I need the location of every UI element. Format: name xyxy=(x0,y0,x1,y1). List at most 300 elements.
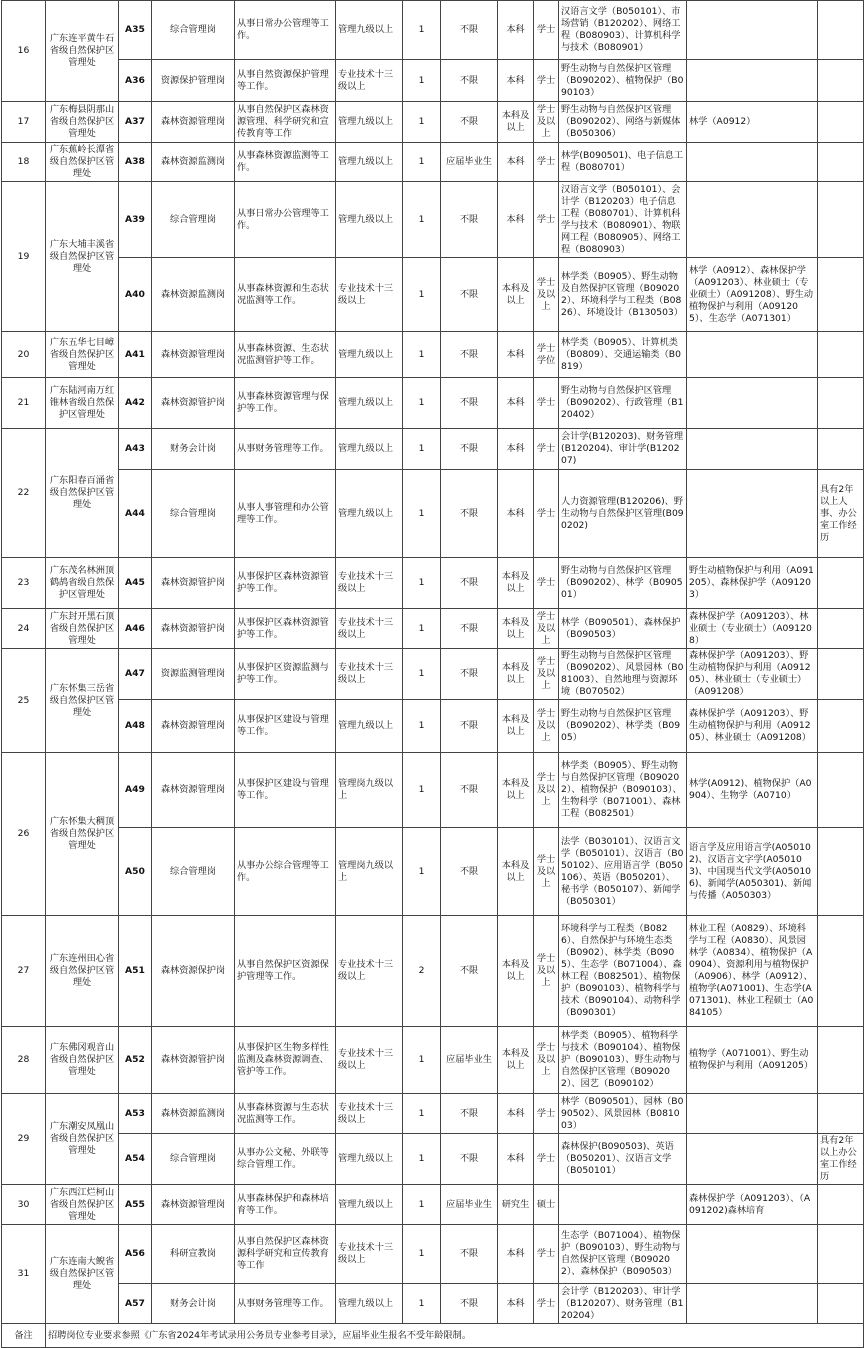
major-undergrad: 会计学（B120203）、审计学（B120207）、财务管理（B120204） xyxy=(559,1284,687,1324)
major-undergrad: 野生动物与自然保护区管理（B090202）、植物保护（B090103） xyxy=(559,60,687,102)
unit-number: 16 xyxy=(2,1,46,102)
post-level: 管理九级以上 xyxy=(336,1284,403,1324)
post-code: A55 xyxy=(119,1185,152,1225)
major-postgrad xyxy=(687,1,818,60)
post-code: A46 xyxy=(119,609,152,649)
age-requirement: 不限 xyxy=(441,182,498,258)
post-code: A49 xyxy=(119,753,152,828)
hire-count: 1 xyxy=(403,1284,441,1324)
post-name: 森林资源管理岗 xyxy=(152,700,235,753)
unit-name: 广东潮安凤凰山省级自然保护区管理处 xyxy=(46,1094,119,1185)
post-level: 管理九级以上 xyxy=(336,332,403,378)
post-name: 综合管理岗 xyxy=(152,470,235,558)
hire-count: 1 xyxy=(403,143,441,182)
hire-count: 1 xyxy=(403,1134,441,1185)
post-code: A41 xyxy=(119,332,152,378)
other-requirement xyxy=(818,753,864,828)
footer-label: 备注 xyxy=(2,1324,46,1348)
other-requirement xyxy=(818,332,864,378)
post-code: A50 xyxy=(119,828,152,916)
major-postgrad xyxy=(687,1094,818,1134)
post-name: 综合管理岗 xyxy=(152,1,235,60)
other-requirement xyxy=(818,700,864,753)
post-duty: 从事森林资源管理与保护等工作。 xyxy=(235,378,336,429)
unit-name: 广东大埔丰溪省级自然保护区管理处 xyxy=(46,182,119,332)
unit-name: 广东连平黄牛石省级自然保护区管理处 xyxy=(46,1,119,102)
post-code: A51 xyxy=(119,916,152,1027)
unit-name: 广东佛冈观音山省级自然保护区管理处 xyxy=(46,1027,119,1094)
degree: 学士 xyxy=(534,558,559,609)
degree: 学士 xyxy=(534,1,559,60)
hire-count: 1 xyxy=(403,609,441,649)
education: 本科及以上 xyxy=(498,558,534,609)
table-row xyxy=(2,470,864,558)
unit-name: 广东陆河南万红锥林省级自然保护区管理处 xyxy=(46,378,119,429)
hire-count: 1 xyxy=(403,1185,441,1225)
table-row xyxy=(2,1284,864,1324)
degree: 学士 xyxy=(534,1225,559,1284)
post-name: 资源监测管理岗 xyxy=(152,649,235,700)
degree: 学士 xyxy=(534,1284,559,1324)
age-requirement: 应届毕业生 xyxy=(441,1185,498,1225)
major-undergrad: 野生动物与自然保护区管理（B090202）、行政管理（B120402） xyxy=(559,378,687,429)
hire-count: 1 xyxy=(403,1094,441,1134)
table-row xyxy=(2,332,864,378)
post-name: 森林资源监测岗 xyxy=(152,1094,235,1134)
table-row xyxy=(2,143,864,182)
unit-name: 广东连州田心省级自然保护区管理处 xyxy=(46,916,119,1027)
major-undergrad: 林学（B090501）、园林（B090502）、风景园林（B081003） xyxy=(559,1094,687,1134)
other-requirement xyxy=(818,916,864,1027)
post-name: 综合管理岗 xyxy=(152,1134,235,1185)
post-name: 森林资源管护岗 xyxy=(152,558,235,609)
post-duty: 从事日常办公管理等工作。 xyxy=(235,182,336,258)
unit-name: 广东茂名林洲顶鹤鸪省级自然保护区管理处 xyxy=(46,558,119,609)
major-postgrad xyxy=(687,1225,818,1284)
post-duty: 从事森林资源监测等工作。 xyxy=(235,143,336,182)
education: 本科 xyxy=(498,182,534,258)
table-row xyxy=(2,60,864,102)
post-level: 管理九级以上 xyxy=(336,700,403,753)
unit-number: 26 xyxy=(2,753,46,916)
age-requirement: 不限 xyxy=(441,1284,498,1324)
degree: 学士及以上 xyxy=(534,700,559,753)
hire-count: 1 xyxy=(403,332,441,378)
degree: 学士及以上 xyxy=(534,258,559,332)
post-duty: 从事人事管理和办公管理等工作。 xyxy=(235,470,336,558)
degree: 硕士 xyxy=(534,1185,559,1225)
post-name: 森林资源管理岗 xyxy=(152,753,235,828)
degree: 学士及以上 xyxy=(534,916,559,1027)
other-requirement xyxy=(818,258,864,332)
post-name: 财务会计岗 xyxy=(152,1284,235,1324)
degree: 学士及以上 xyxy=(534,753,559,828)
major-postgrad: 森林保护学（A091203）、野生动植物保护与利用（A091205）、林业硕士（A091208） xyxy=(687,700,818,753)
post-level: 管理九级以上 xyxy=(336,1134,403,1185)
table-row xyxy=(2,258,864,332)
other-requirement xyxy=(818,143,864,182)
age-requirement: 应届毕业生 xyxy=(441,1027,498,1094)
major-undergrad: 林学（B090501）、森林保护（B090503） xyxy=(559,609,687,649)
table-row xyxy=(2,609,864,649)
post-level: 管理九级以上 xyxy=(336,429,403,470)
post-name: 综合管理岗 xyxy=(152,182,235,258)
table-row xyxy=(2,916,864,1027)
post-level: 专业技术十三级以上 xyxy=(336,1027,403,1094)
other-requirement xyxy=(818,1225,864,1284)
post-code: A39 xyxy=(119,182,152,258)
post-name: 森林资源管护岗 xyxy=(152,378,235,429)
unit-name: 广东连南大鲵省级自然保护区管理处 xyxy=(46,1225,119,1324)
post-name: 森林资源管护岗 xyxy=(152,609,235,649)
other-requirement xyxy=(818,102,864,143)
post-duty: 从事森林资源与生态状况监测等工作。 xyxy=(235,1094,336,1134)
post-duty: 从事财务管理等工作。 xyxy=(235,429,336,470)
table-row xyxy=(2,649,864,700)
major-postgrad: 林学（A0912） xyxy=(687,102,818,143)
post-level: 管理九级以上 xyxy=(336,182,403,258)
post-level: 专业技术十三级以上 xyxy=(336,1225,403,1284)
major-undergrad: 汉语言文学（B050101）、市场营销（B120202）、网络工程（B080903）、计算机科学与技术（B080901） xyxy=(559,1,687,60)
post-code: A48 xyxy=(119,700,152,753)
post-level: 管理九级以上 xyxy=(336,143,403,182)
age-requirement: 不限 xyxy=(441,470,498,558)
unit-number: 30 xyxy=(2,1185,46,1225)
table-row xyxy=(2,1,864,60)
post-name: 资源保护管理岗 xyxy=(152,60,235,102)
unit-number: 27 xyxy=(2,916,46,1027)
hire-count: 2 xyxy=(403,916,441,1027)
age-requirement: 不限 xyxy=(441,332,498,378)
post-name: 森林资源管护岗 xyxy=(152,1027,235,1094)
other-requirement: 具有2年以上办公室工作经历 xyxy=(818,1134,864,1185)
other-requirement xyxy=(818,1027,864,1094)
education: 本科及以上 xyxy=(498,753,534,828)
hire-count: 1 xyxy=(403,1027,441,1094)
degree: 学士及以上 xyxy=(534,649,559,700)
post-duty: 从事日常办公管理等工作。 xyxy=(235,1,336,60)
post-level: 管理九级以上 xyxy=(336,378,403,429)
major-undergrad: 法学（B030101）、汉语言文学（B050101）、汉语言（B050102）、应用语言学（B050106）、英语（B050201）、秘书学（B050107）、新闻学（B050301） xyxy=(559,828,687,916)
major-undergrad: 野生动物与自然保护区管理（B090202）、风景园林（B081003）、自然地理与资源环境（B070502） xyxy=(559,649,687,700)
major-undergrad: 汉语言文学（B050101）、会计学（B120203）电子信息工程（B080701）、计算机科学与技术（B080901）、物联网工程（B080905）、网络工程（B080903） xyxy=(559,182,687,258)
major-undergrad: 会计学(B120203)、财务管理(B120204)、审计学(B120207) xyxy=(559,429,687,470)
unit-name: 广东怀集大稠顶省级自然保护区管理处 xyxy=(46,753,119,916)
major-undergrad: 野生动物与自然保护区管理（B090202）、林学类（B0905） xyxy=(559,700,687,753)
unit-name: 广东阳春百涌省级自然保护区管理处 xyxy=(46,429,119,558)
education: 本科 xyxy=(498,1284,534,1324)
degree: 学士 xyxy=(534,182,559,258)
unit-number: 17 xyxy=(2,102,46,143)
education: 本科及以上 xyxy=(498,258,534,332)
degree: 学士 xyxy=(534,60,559,102)
unit-number: 28 xyxy=(2,1027,46,1094)
major-postgrad: 森林保护学（A091203）、（A091202)森林培育 xyxy=(687,1185,818,1225)
post-level: 专业技术十三级以上 xyxy=(336,558,403,609)
hire-count: 1 xyxy=(403,558,441,609)
footer-row xyxy=(2,1324,864,1348)
degree: 学士及以上 xyxy=(534,102,559,143)
post-code: A56 xyxy=(119,1225,152,1284)
post-level: 专业技术十三级以上 xyxy=(336,609,403,649)
post-duty: 从事保护区建设与管理等工作。 xyxy=(235,753,336,828)
hire-count: 1 xyxy=(403,429,441,470)
unit-number: 25 xyxy=(2,649,46,753)
post-level: 管理岗九级以上 xyxy=(336,753,403,828)
age-requirement: 不限 xyxy=(441,1094,498,1134)
major-postgrad: 植物学（A071001）、野生动植物保护与利用（A091205） xyxy=(687,1027,818,1094)
table-row xyxy=(2,1185,864,1225)
major-postgrad xyxy=(687,143,818,182)
age-requirement: 不限 xyxy=(441,102,498,143)
education: 本科 xyxy=(498,378,534,429)
age-requirement: 不限 xyxy=(441,258,498,332)
hire-count: 1 xyxy=(403,700,441,753)
post-duty: 从事自然保护区资源保护管理等工作。 xyxy=(235,916,336,1027)
major-postgrad: 森林保护学（A091203）、林业硕士（专业硕士）（A091208） xyxy=(687,609,818,649)
age-requirement: 不限 xyxy=(441,609,498,649)
post-code: A44 xyxy=(119,470,152,558)
table-row xyxy=(2,828,864,916)
other-requirement xyxy=(818,1094,864,1134)
major-postgrad xyxy=(687,470,818,558)
post-level: 专业技术十三级以上 xyxy=(336,60,403,102)
degree: 学士及以上 xyxy=(534,1027,559,1094)
education: 研究生 xyxy=(498,1185,534,1225)
other-requirement xyxy=(818,1,864,60)
unit-number: 21 xyxy=(2,378,46,429)
other-requirement xyxy=(818,828,864,916)
major-undergrad: 林学类（B0905）、野生动物与自然保护区管理（B090202）、植物保护（B090103）、生物科学（B071001）、森林工程（B082501） xyxy=(559,753,687,828)
education: 本科及以上 xyxy=(498,609,534,649)
post-name: 森林资源管理岗 xyxy=(152,102,235,143)
other-requirement xyxy=(818,378,864,429)
unit-number: 29 xyxy=(2,1094,46,1185)
post-duty: 从事自然保护区森林资源科学研究和宣传教育等工作 xyxy=(235,1225,336,1284)
degree: 学士 xyxy=(534,1094,559,1134)
hire-count: 1 xyxy=(403,1225,441,1284)
major-undergrad: 森林保护(B090503)、英语（B050201）、汉语言文学（B050101） xyxy=(559,1134,687,1185)
post-level: 管理九级以上 xyxy=(336,1185,403,1225)
post-code: A35 xyxy=(119,1,152,60)
degree: 学士及以上 xyxy=(534,828,559,916)
table-row xyxy=(2,558,864,609)
hire-count: 1 xyxy=(403,649,441,700)
education: 本科及以上 xyxy=(498,700,534,753)
post-level: 管理九级以上 xyxy=(336,1,403,60)
major-undergrad: 林学类（B0905）、植物科学与技术（B090104）、植物保护（B090103）、野生动物与自然保护区管理（B090202）、园艺（B090102） xyxy=(559,1027,687,1094)
major-postgrad: 语言学及应用语言学(A050102)、汉语言文字学(A050103)、中国现当代文学(A050106)、新闻学(A050301)、新闻与传播（A050303） xyxy=(687,828,818,916)
major-undergrad xyxy=(559,1185,687,1225)
major-postgrad xyxy=(687,332,818,378)
post-name: 综合管理岗 xyxy=(152,828,235,916)
unit-number: 18 xyxy=(2,143,46,182)
post-duty: 从事财务管理等工作。 xyxy=(235,1284,336,1324)
education: 本科 xyxy=(498,1094,534,1134)
education: 本科 xyxy=(498,1225,534,1284)
other-requirement xyxy=(818,429,864,470)
major-postgrad xyxy=(687,429,818,470)
age-requirement: 不限 xyxy=(441,558,498,609)
hire-count: 1 xyxy=(403,378,441,429)
post-level: 管理九级以上 xyxy=(336,102,403,143)
post-code: A52 xyxy=(119,1027,152,1094)
hire-count: 1 xyxy=(403,182,441,258)
post-code: A45 xyxy=(119,558,152,609)
education: 本科 xyxy=(498,1134,534,1185)
table-row xyxy=(2,700,864,753)
unit-number: 19 xyxy=(2,182,46,332)
education: 本科及以上 xyxy=(498,649,534,700)
education: 本科 xyxy=(498,60,534,102)
major-postgrad: 森林保护学（A091203）、野生动植物保护与利用（A091205）、林业硕士（专业硕士）（A091208） xyxy=(687,649,818,700)
age-requirement: 不限 xyxy=(441,700,498,753)
degree: 学士及以上 xyxy=(534,609,559,649)
unit-number: 20 xyxy=(2,332,46,378)
unit-name: 广东西江烂柯山省级自然保护区管理处 xyxy=(46,1185,119,1225)
post-name: 森林资源监测岗 xyxy=(152,143,235,182)
age-requirement: 不限 xyxy=(441,649,498,700)
major-undergrad: 生态学（B071004）、植物保护（B090103）、野生动物与自然保护区管理（B090202）、森林保护（B090503） xyxy=(559,1225,687,1284)
education: 本科 xyxy=(498,429,534,470)
table-row xyxy=(2,102,864,143)
table-row xyxy=(2,182,864,258)
education: 本科及以上 xyxy=(498,102,534,143)
post-level: 管理岗九级以上 xyxy=(336,828,403,916)
major-undergrad: 林学(B090501)、电子信息工程（B080701） xyxy=(559,143,687,182)
unit-name: 广东怀集三岳省级自然保护区管理处 xyxy=(46,649,119,753)
post-duty: 从事保护区生物多样性监测及森林资源调查、管护等工作。 xyxy=(235,1027,336,1094)
education: 本科 xyxy=(498,470,534,558)
major-postgrad: 林学（A0912）、森林保护学（A091203）、林业硕士（专业硕士）（A091208）、野生动植物保护与利用（A091205）、生态学（A071301） xyxy=(687,258,818,332)
education: 本科 xyxy=(498,1,534,60)
post-duty: 从事保护区森林资源管护等工作。 xyxy=(235,609,336,649)
education: 本科及以上 xyxy=(498,1027,534,1094)
major-postgrad: 林学(A0912)、植物保护（A0904）、生物学（A0710） xyxy=(687,753,818,828)
education: 本科 xyxy=(498,143,534,182)
major-undergrad: 林学类（B0905）、野生动物及自然保护区管理（B090202）、环境科学与工程类（B0826）、环境设计（B130503） xyxy=(559,258,687,332)
post-duty: 从事保护区建设与管理等工作。 xyxy=(235,700,336,753)
post-code: A54 xyxy=(119,1134,152,1185)
post-name: 森林资源管理岗 xyxy=(152,332,235,378)
major-postgrad xyxy=(687,60,818,102)
age-requirement: 不限 xyxy=(441,828,498,916)
unit-number: 31 xyxy=(2,1225,46,1324)
other-requirement xyxy=(818,558,864,609)
hire-count: 1 xyxy=(403,1,441,60)
post-duty: 从事森林保护和森林培育等工作。 xyxy=(235,1185,336,1225)
degree: 学士 xyxy=(534,429,559,470)
footer-note: 招聘岗位专业要求参照《广东省2024年考试录用公务员专业参考目录》，应届毕业生报名不受年龄限制。 xyxy=(46,1324,864,1348)
post-level: 专业技术十三级以上 xyxy=(336,258,403,332)
post-code: A42 xyxy=(119,378,152,429)
post-code: A47 xyxy=(119,649,152,700)
age-requirement: 不限 xyxy=(441,60,498,102)
other-requirement xyxy=(818,60,864,102)
post-name: 森林资源保护岗 xyxy=(152,916,235,1027)
other-requirement xyxy=(818,182,864,258)
other-requirement xyxy=(818,1284,864,1324)
table-row xyxy=(2,429,864,470)
age-requirement: 不限 xyxy=(441,1134,498,1185)
post-code: A36 xyxy=(119,60,152,102)
post-level: 专业技术十三级以上 xyxy=(336,1094,403,1134)
other-requirement xyxy=(818,609,864,649)
other-requirement xyxy=(818,1185,864,1225)
unit-name: 广东梅县阴那山省级自然保护区管理处 xyxy=(46,102,119,143)
post-level: 专业技术十三级以上 xyxy=(336,649,403,700)
major-postgrad: 林业工程（A0829）、环境科学与工程（A0830）、风景园林学（A0834）、植物保护（A0904）、资源利用与植物保护（A0906）、林学（A0912）、植物学(A071001)、生态学(A071301)、林业工程硕士（A084105） xyxy=(687,916,818,1027)
major-undergrad: 野生动物与自然保护区管理（B090202）、林学（B090501） xyxy=(559,558,687,609)
age-requirement: 不限 xyxy=(441,429,498,470)
other-requirement xyxy=(818,649,864,700)
post-name: 科研宣教岗 xyxy=(152,1225,235,1284)
post-duty: 从事保护区资源监测与护等工作。 xyxy=(235,649,336,700)
hire-count: 1 xyxy=(403,60,441,102)
degree: 学士学位 xyxy=(534,332,559,378)
post-level: 专业技术十三级以上 xyxy=(336,916,403,1027)
unit-name: 广东封开黑石顶省级自然保护区管理处 xyxy=(46,609,119,649)
age-requirement: 不限 xyxy=(441,753,498,828)
education: 本科 xyxy=(498,332,534,378)
post-duty: 从事办公综合管理等工作。 xyxy=(235,828,336,916)
age-requirement: 不限 xyxy=(441,1,498,60)
degree: 学士 xyxy=(534,378,559,429)
age-requirement: 不限 xyxy=(441,378,498,429)
table-row xyxy=(2,1134,864,1185)
age-requirement: 不限 xyxy=(441,916,498,1027)
hire-count: 1 xyxy=(403,753,441,828)
unit-name: 广东五华七目嶂省级自然保护区管理处 xyxy=(46,332,119,378)
degree: 学士 xyxy=(534,1134,559,1185)
unit-name: 广东蕉岭长潭省级自然保护区管理处 xyxy=(46,143,119,182)
post-duty: 从事自然保护区森林资源管理、科学研究和宣传教育等工作 xyxy=(235,102,336,143)
major-postgrad xyxy=(687,1284,818,1324)
post-duty: 从事保护区森林资源管护等工作。 xyxy=(235,558,336,609)
hire-count: 1 xyxy=(403,258,441,332)
table-row xyxy=(2,1225,864,1284)
post-code: A53 xyxy=(119,1094,152,1134)
post-duty: 从事森林资源和生态状况监测等工作。 xyxy=(235,258,336,332)
table-body xyxy=(2,1,864,1348)
recruitment-table xyxy=(1,0,864,1348)
hire-count: 1 xyxy=(403,828,441,916)
other-requirement: 具有2年以上人事、办公室工作经历 xyxy=(818,470,864,558)
table-row xyxy=(2,1094,864,1134)
major-undergrad: 野生动物与自然保护区管理（B090202）、网络与新媒体（B050306） xyxy=(559,102,687,143)
age-requirement: 应届毕业生 xyxy=(441,143,498,182)
major-postgrad xyxy=(687,1134,818,1185)
post-code: A38 xyxy=(119,143,152,182)
hire-count: 1 xyxy=(403,470,441,558)
post-name: 森林资源监测岗 xyxy=(152,258,235,332)
major-undergrad: 环境科学与工程类（B0826）、自然保护与环境生态类（B0902）、林学类（B0905）、生态学（B071004）、森林工程（B082501）、植物保护（B090103）、植物科学与技术（B090104）、动物科学（B090301） xyxy=(559,916,687,1027)
major-postgrad xyxy=(687,378,818,429)
table-row xyxy=(2,378,864,429)
major-undergrad: 人力资源管理(B120206)、野生动物与自然保护区管理(B090202) xyxy=(559,470,687,558)
major-postgrad xyxy=(687,182,818,258)
post-name: 森林资源管理岗 xyxy=(152,1185,235,1225)
major-undergrad: 林学类（B0905）、计算机类（B0809）、交通运输类（B0819） xyxy=(559,332,687,378)
education: 本科及以上 xyxy=(498,916,534,1027)
major-postgrad: 野生动植物保护与利用（A091205）、森林保护学（A091203） xyxy=(687,558,818,609)
post-duty: 从事办公文秘、外联等综合管理工作。 xyxy=(235,1134,336,1185)
degree: 学士 xyxy=(534,143,559,182)
education: 本科及以上 xyxy=(498,828,534,916)
unit-number: 23 xyxy=(2,558,46,609)
post-duty: 从事自然资源保护管理等工作。 xyxy=(235,60,336,102)
post-duty: 从事森林资源、生态状况监测管护等工作。 xyxy=(235,332,336,378)
